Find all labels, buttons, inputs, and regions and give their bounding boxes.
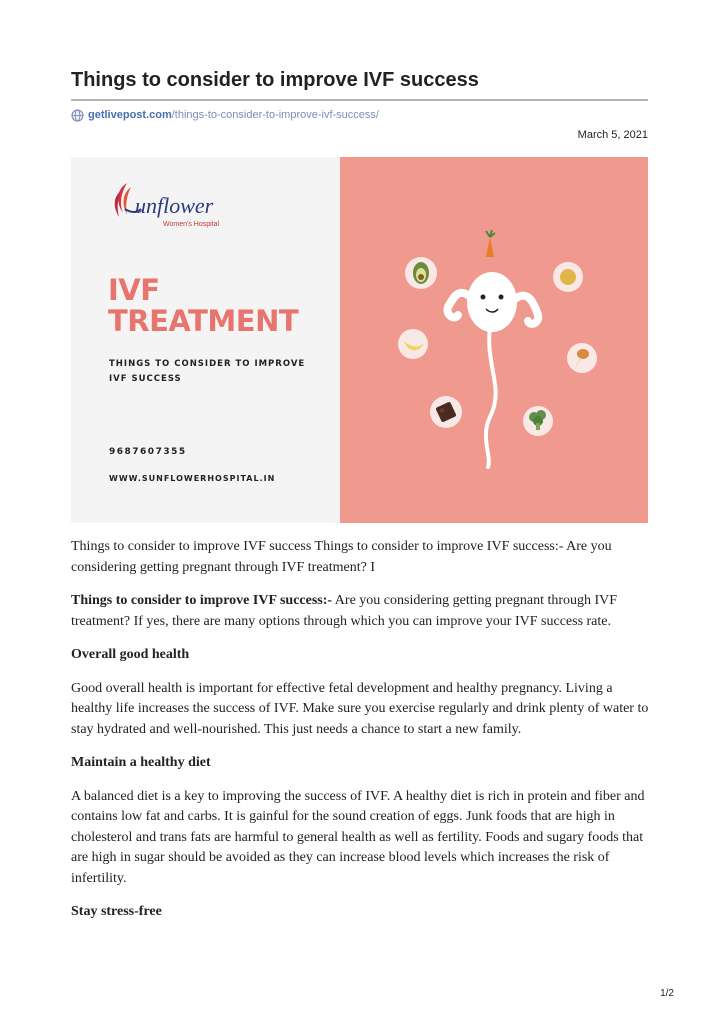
globe-icon <box>71 109 84 122</box>
section-heading-stress: Stay stress-free <box>71 904 162 919</box>
brand-name: unflower <box>135 193 214 218</box>
banner-subheadline <box>109 357 319 387</box>
publish-date: March 5, 2021 <box>577 129 648 141</box>
headline-line-2: TREATMENT <box>108 304 299 338</box>
section-heading-diet: Maintain a healthy diet <box>71 755 211 770</box>
sperm-mascot-icon <box>447 272 538 467</box>
carrot-icon <box>486 230 495 257</box>
lemon-icon <box>553 262 583 292</box>
subheadline-line-2: IVF SUCCESS <box>109 374 182 384</box>
source-link[interactable] <box>71 107 379 123</box>
banner-illustration-panel <box>340 157 648 523</box>
fertility-illustration <box>340 157 648 523</box>
headline-line-1: IVF <box>108 273 160 307</box>
article-lead <box>71 591 651 632</box>
lead-bold: Things to consider to improve IVF success:- <box>71 593 333 608</box>
subheadline-line-1: THINGS TO CONSIDER TO IMPROVE <box>109 359 306 369</box>
chocolate-icon <box>430 396 462 428</box>
broccoli-icon <box>523 406 553 436</box>
chicken-leg-icon <box>567 343 597 373</box>
brand-subtitle: Women's Hospital <box>163 221 220 228</box>
section-text-diet: A balanced diet is a key to improving the success of IVF. A healthy diet is rich in protein and fiber and contains low fat and carbs. It is gainful for the sound creation of eggs. Junk foods that are high in cholesterol and trans fats are harmful to general health as well as fertility. Foods and sugary foods that are high in sugar should be avoided as they can increase blood levels which increases the risk of infertility. <box>71 788 645 886</box>
page-number: 1/2 <box>660 988 674 999</box>
section-text-health: Good overall health is important for effective fetal development and healthy pregnancy. Living a healthy life increases the success of IVF. Make sure you exercise regularly and drink plenty of water to stay hydrated and well-nourished. This just needs a chance to start a new family. <box>71 680 649 737</box>
banana-icon <box>398 329 428 359</box>
lead-rest: Are you considering getting pregnant through IVF treatment? If yes, there are many options through which you can improve your IVF success rate. <box>71 593 618 629</box>
source-domain[interactable]: getlivepost.com <box>88 109 172 121</box>
banner-phone: 9687607355 <box>109 447 187 457</box>
source-path[interactable]: /things-to-consider-to-improve-ivf-success/ <box>171 109 379 121</box>
page-title: Things to consider to improve IVF success <box>71 69 479 91</box>
avocado-icon <box>405 257 437 289</box>
article-body <box>71 537 651 936</box>
banner-headline <box>108 275 298 337</box>
banner-website: WWW.SUNFLOWERHOSPITAL.IN <box>109 474 276 483</box>
title-divider <box>71 99 648 101</box>
hero-banner <box>71 157 648 523</box>
section-heading-health: Overall good health <box>71 647 190 662</box>
article-intro: Things to consider to improve IVF success Things to consider to improve IVF success:- Are you considering getting pregnant through IVF treatment? I <box>71 539 612 575</box>
banner-left-panel <box>71 157 340 523</box>
